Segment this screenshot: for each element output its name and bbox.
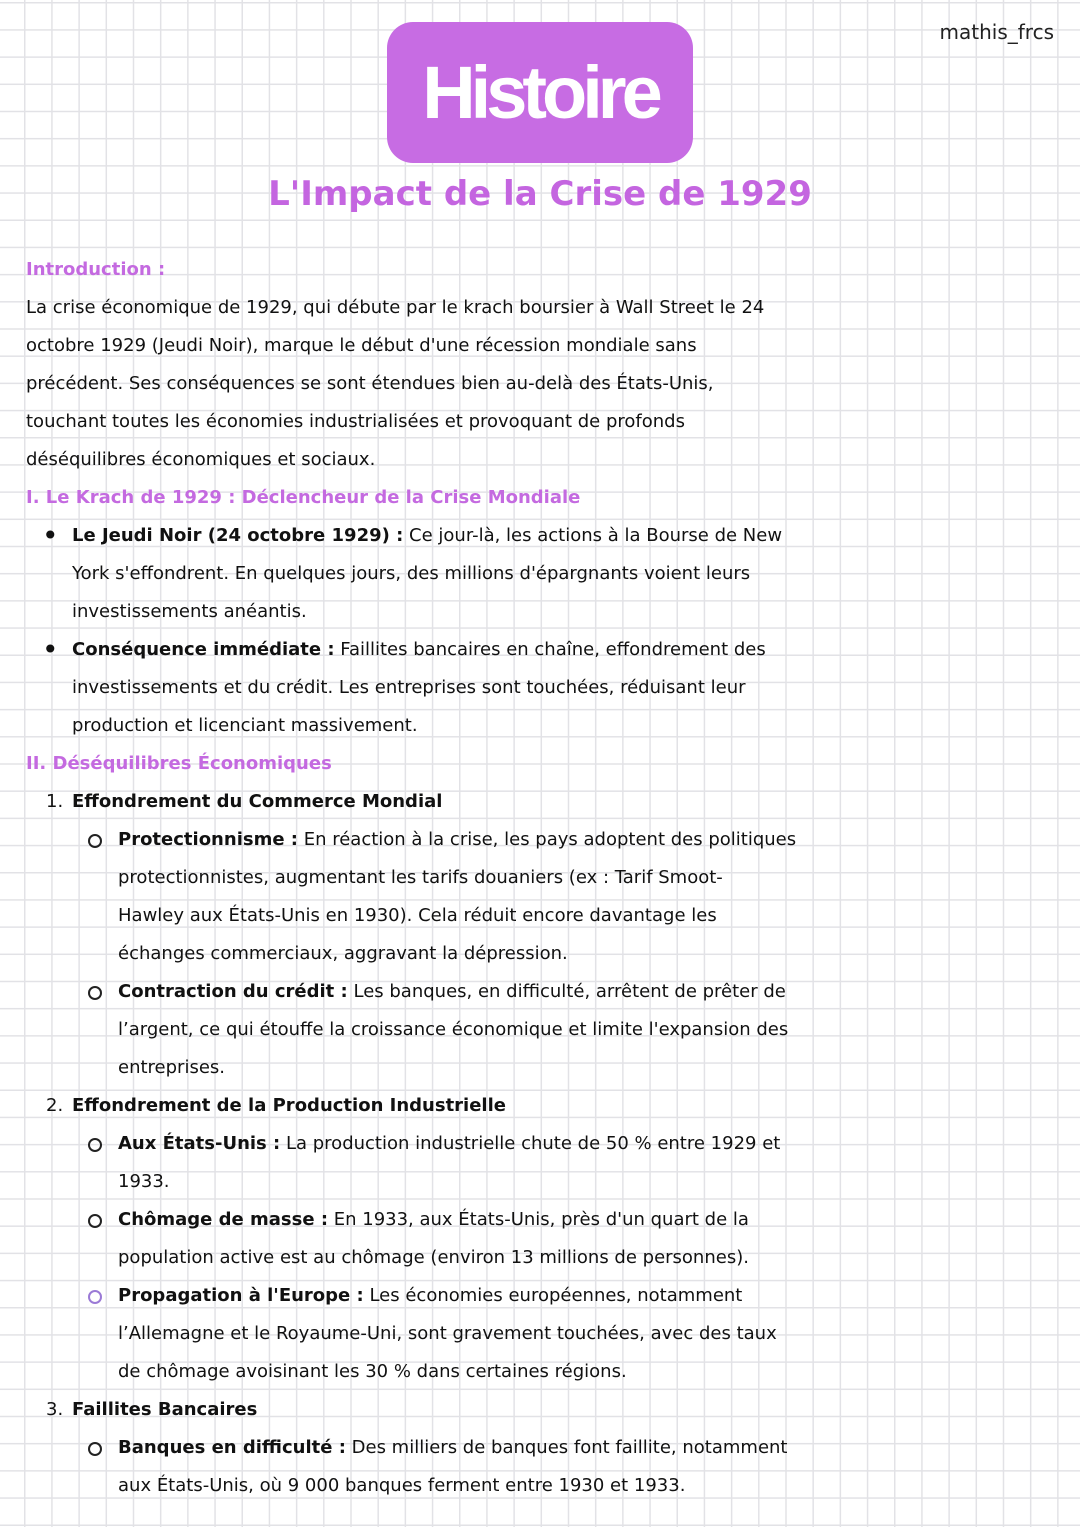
text: de chômage avoisinant les 30 % dans certaines régions. [118,1361,627,1382]
bullet-lead: Aux États-Unis : [118,1133,281,1154]
bullet-lead: Conséquence immédiate : [72,639,335,660]
author-handle: mathis_frcs [939,20,1054,44]
section-2-heading [0,745,1080,783]
sub-bullet-item [0,821,1080,859]
numbered-title: Faillites Bancaires [72,1399,258,1420]
numbered-item [0,783,1080,821]
numbered-title: Effondrement du Commerce Mondial [72,791,443,812]
section-heading: I. Le Krach de 1929 : Déclencheur de la Crise Mondiale [26,487,581,508]
text: aux États-Unis, où 9 000 banques ferment entre 1930 et 1933. [118,1475,686,1496]
text: Les banques, en difficulté, arrêtent de prêter de [347,981,786,1002]
circle-bullet-icon [88,834,102,848]
sub-bullet-line [0,1049,1080,1087]
bullet-line [0,555,1080,593]
sub-bullet-item [0,973,1080,1011]
paragraph-line: déséquilibres économiques et sociaux. [26,449,376,470]
paragraph-line: précédent. Ses conséquences se sont étendues bien au-delà des États-Unis, [26,373,714,394]
intro-line [0,403,1080,441]
bullet-lead: Contraction du crédit : [118,981,348,1002]
text: La production industrielle chute de 50 % entre 1929 et [280,1133,781,1154]
bullet-lead: Propagation à l'Europe : [118,1285,364,1306]
sub-bullet-item [0,1125,1080,1163]
sub-bullet-item [0,1201,1080,1239]
section-1-heading [0,479,1080,517]
intro-line [0,289,1080,327]
circle-bullet-icon [88,1442,102,1456]
text: investissements anéantis. [72,601,307,622]
text: Hawley aux États-Unis en 1930). Cela réduit encore davantage les [118,905,717,926]
sub-bullet-line [0,1239,1080,1277]
bullet-lead: Protectionnisme : [118,829,298,850]
bullet-lead: Banques en difficulté : [118,1437,346,1458]
section-heading: Introduction : [26,259,166,280]
list-number: 2. [46,1095,64,1116]
text: population active est au chômage (environ 13 millions de personnes). [118,1247,749,1268]
subject-badge-label: Histoire [422,51,658,134]
sub-bullet-line [0,859,1080,897]
bullet-item [0,517,1080,555]
list-number: 1. [46,791,64,812]
list-number: 3. [46,1399,64,1420]
text: En 1933, aux États-Unis, près d'un quart de la [328,1209,749,1230]
text: Des milliers de banques font faillite, notamment [345,1437,788,1458]
text: Ce jour-là, les actions à la Bourse de New [403,525,783,546]
sub-bullet-line [0,1315,1080,1353]
circle-bullet-icon [88,1138,102,1152]
sub-bullet-item [0,1277,1080,1315]
subject-badge [387,22,693,163]
text: Faillites bancaires en chaîne, effondrement des [334,639,766,660]
numbered-item [0,1087,1080,1125]
sub-bullet-line [0,1353,1080,1391]
paragraph-line: touchant toutes les économies industrialisées et provoquant de profonds [26,411,685,432]
text: production et licenciant massivement. [72,715,418,736]
document-body [0,251,1080,1505]
bullet-line [0,669,1080,707]
intro-line [0,327,1080,365]
bullet-dot-icon: • [42,519,59,552]
bullet-lead: Chômage de masse : [118,1209,329,1230]
text: entreprises. [118,1057,225,1078]
text: protectionnistes, augmentant les tarifs douaniers (ex : Tarif Smoot- [118,867,723,888]
text: 1933. [118,1171,170,1192]
bullet-dot-icon: • [42,633,59,666]
page-title: L'Impact de la Crise de 1929 [268,174,812,214]
section-heading: II. Déséquilibres Économiques [26,753,332,774]
numbered-item [0,1391,1080,1429]
circle-bullet-icon [88,1290,102,1304]
intro-heading [0,251,1080,289]
paragraph-line: octobre 1929 (Jeudi Noir), marque le début d'une récession mondiale sans [26,335,697,356]
paragraph-line: La crise économique de 1929, qui débute par le krach boursier à Wall Street le 24 [26,297,765,318]
text: échanges commerciaux, aggravant la dépression. [118,943,568,964]
bullet-line [0,593,1080,631]
sub-bullet-line [0,1163,1080,1201]
bullet-line [0,707,1080,745]
intro-line [0,365,1080,403]
text: Les économies européennes, notamment [363,1285,743,1306]
text: investissements et du crédit. Les entreprises sont touchées, réduisant leur [72,677,746,698]
sub-bullet-item [0,1429,1080,1467]
bullet-lead: Le Jeudi Noir (24 octobre 1929) : [72,525,404,546]
text: l’Allemagne et le Royaume-Uni, sont gravement touchées, avec des taux [118,1323,777,1344]
circle-bullet-icon [88,1214,102,1228]
intro-line [0,441,1080,479]
sub-bullet-line [0,1011,1080,1049]
numbered-title: Effondrement de la Production Industrielle [72,1095,506,1116]
circle-bullet-icon [88,986,102,1000]
sub-bullet-line [0,897,1080,935]
text: l’argent, ce qui étouffe la croissance économique et limite l'expansion des [118,1019,789,1040]
sub-bullet-line [0,1467,1080,1505]
sub-bullet-line [0,935,1080,973]
bullet-item [0,631,1080,669]
text: En réaction à la crise, les pays adoptent des politiques [298,829,797,850]
text: York s'effondrent. En quelques jours, des millions d'épargnants voient leurs [72,563,751,584]
